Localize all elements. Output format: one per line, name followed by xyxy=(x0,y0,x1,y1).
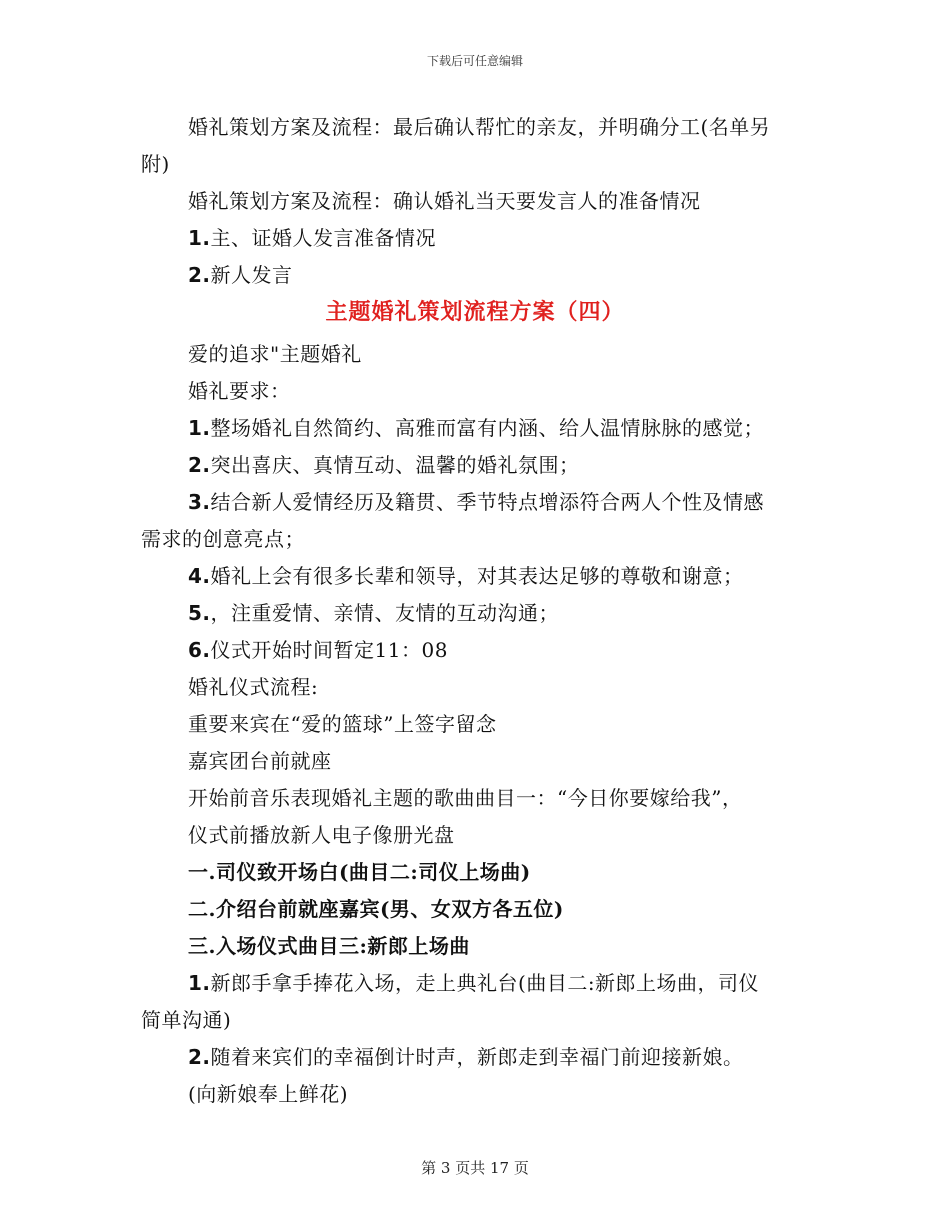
list-item xyxy=(188,637,448,663)
section-title: 主题婚礼策划流程方案（四） xyxy=(325,299,625,325)
list-text: 新人发言 xyxy=(210,263,293,287)
list-number: 6. xyxy=(188,638,211,662)
list-text: 新郎手拿手捧花入场，走上典礼台(曲目二:新郎上场曲，司仪 xyxy=(210,971,760,995)
list-item xyxy=(188,1044,744,1070)
step-heading: 三.入场仪式曲目三:新郎上场曲 xyxy=(188,934,470,958)
list-text: 突出喜庆、真情互动、温馨的婚礼氛围； xyxy=(210,453,580,477)
paragraph-line: 需求的创意亮点； xyxy=(141,527,305,551)
list-item xyxy=(188,452,580,478)
list-number: 5. xyxy=(188,601,211,625)
list-number: 1. xyxy=(188,971,211,995)
list-item xyxy=(188,489,764,515)
list-text: 结合新人爱情经历及籍贯、季节特点增添符合两人个性及情感 xyxy=(210,490,765,514)
paragraph-line: 仪式前播放新人电子像册光盘 xyxy=(188,823,455,847)
list-text: 仪式开始时间暂定11：08 xyxy=(210,638,448,662)
list-item xyxy=(188,563,744,589)
paragraph-line: 简单沟通) xyxy=(141,1008,232,1032)
list-item xyxy=(188,262,293,288)
paragraph-line: 重要来宾在“爱的篮球”上签字留念 xyxy=(188,712,497,736)
list-item xyxy=(188,225,436,251)
paragraph-line: 开始前音乐表现婚礼主题的歌曲曲目一：“今日你要嫁给我”， xyxy=(188,786,743,810)
paragraph-line: 婚礼策划方案及流程：最后确认帮忙的亲友，并明确分工(名单另 xyxy=(188,115,771,139)
paragraph-line: (向新娘奉上鲜花) xyxy=(188,1082,349,1106)
step-heading: 二.介绍台前就座嘉宾(男、女双方各五位) xyxy=(188,897,564,921)
list-number: 4. xyxy=(188,564,211,588)
list-item xyxy=(188,970,759,996)
list-number: 2. xyxy=(188,1045,211,1069)
list-text: 婚礼上会有很多长辈和领导，对其表达足够的尊敬和谢意； xyxy=(210,564,744,588)
paragraph-line: 嘉宾团台前就座 xyxy=(188,749,332,773)
list-item xyxy=(188,415,764,441)
paragraph-line: 婚礼仪式流程: xyxy=(188,675,319,699)
paragraph-line: 婚礼要求： xyxy=(188,379,291,403)
paragraph-line: 附) xyxy=(141,152,170,176)
list-text: 整场婚礼自然简约、高雅而富有内涵、给人温情脉脉的感觉； xyxy=(210,416,765,440)
list-number: 1. xyxy=(188,416,211,440)
list-number: 1. xyxy=(188,226,211,250)
list-text: 主、证婚人发言准备情况 xyxy=(210,226,437,250)
list-number: 3. xyxy=(188,490,211,514)
page-header: 下载后可任意编辑 xyxy=(426,54,523,68)
step-heading: 一.司仪致开场白(曲目二:司仪上场曲) xyxy=(188,860,531,884)
list-text: 随着来宾们的幸福倒计时声，新郎走到幸福门前迎接新娘。 xyxy=(210,1045,744,1069)
list-text: ，注重爱情、亲情、友情的互动沟通； xyxy=(210,601,560,625)
page-footer: 第 3 页共 17 页 xyxy=(421,1159,529,1177)
list-number: 2. xyxy=(188,453,211,477)
list-item xyxy=(188,600,559,626)
paragraph-line: 婚礼策划方案及流程：确认婚礼当天要发言人的准备情况 xyxy=(188,189,701,213)
list-number: 2. xyxy=(188,263,211,287)
paragraph-line: 爱的追求"主题婚礼 xyxy=(188,342,362,366)
